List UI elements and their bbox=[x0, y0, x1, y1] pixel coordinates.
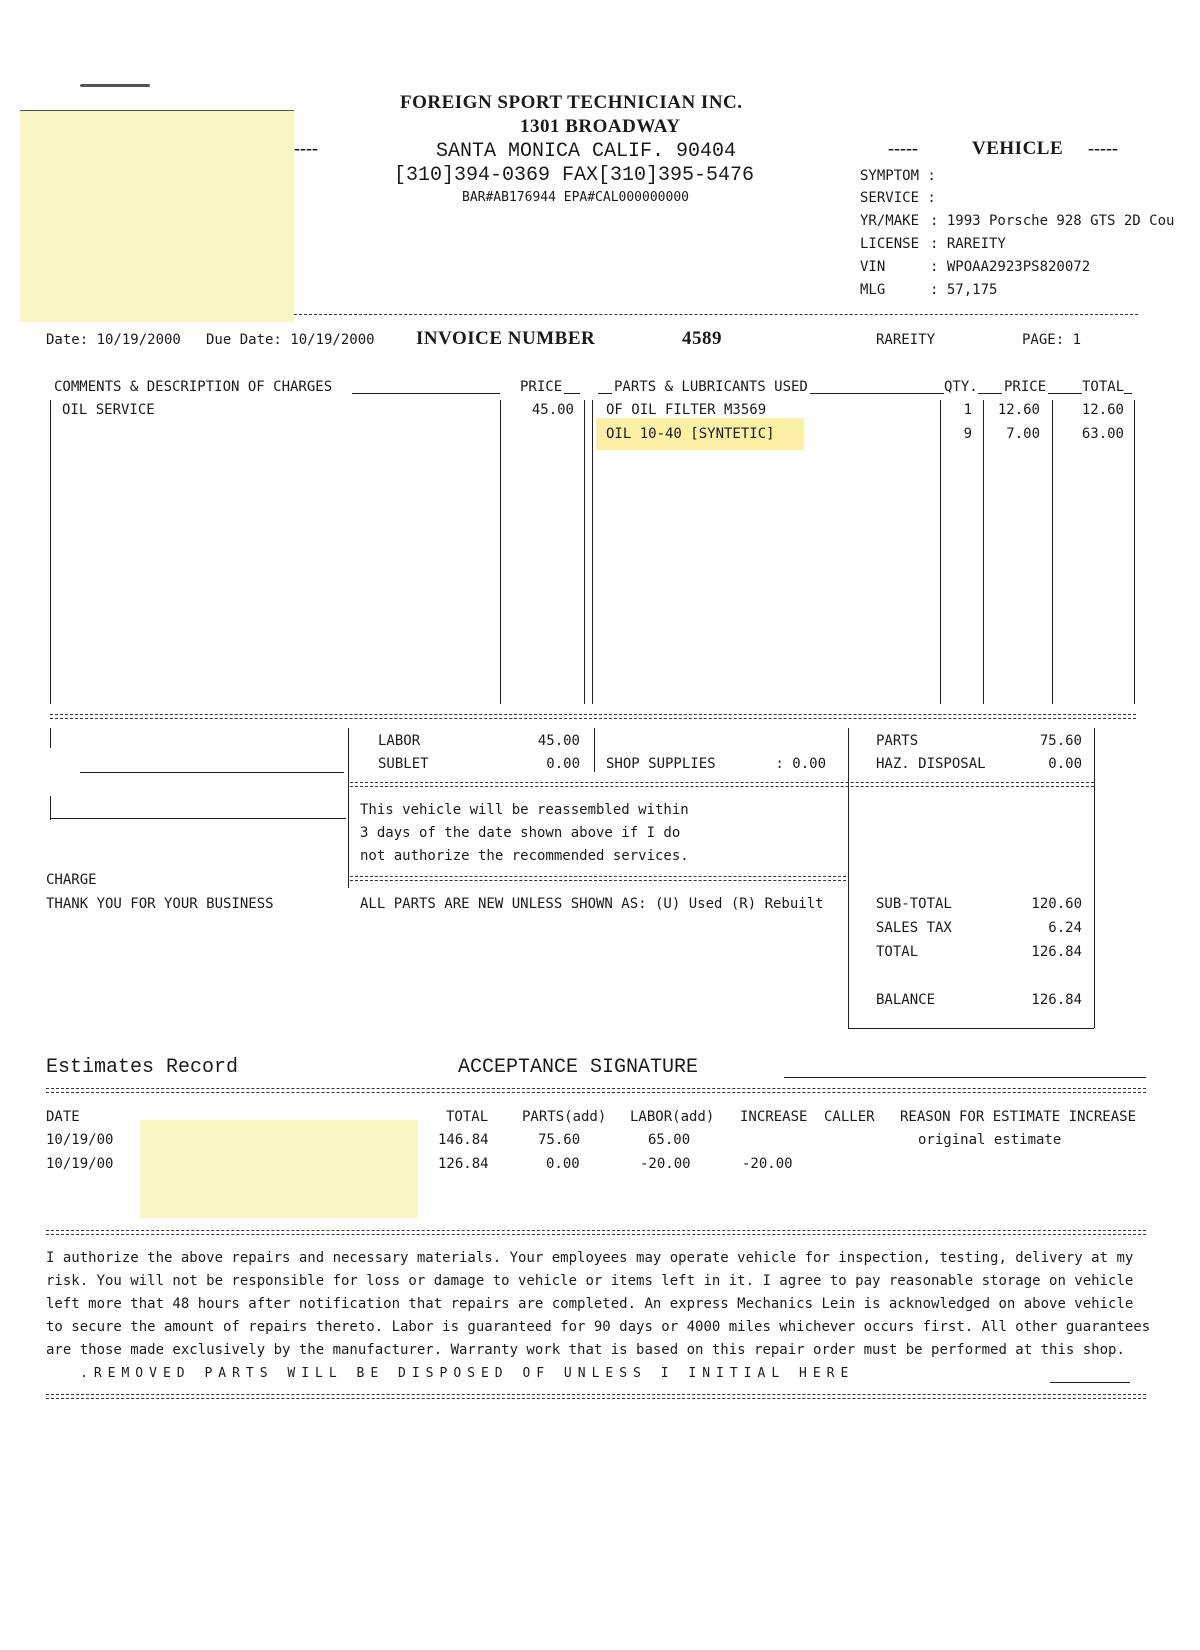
acceptance-sign-line bbox=[784, 1077, 1146, 1078]
est-row-2-date: 10/19/00 bbox=[46, 1156, 114, 1172]
part-name-1: OF OIL FILTER M3569 bbox=[606, 402, 767, 418]
service-label: SERVICE : bbox=[860, 190, 936, 206]
est-row-2-labor: -20.00 bbox=[640, 1156, 691, 1172]
tax-label: SALES TAX bbox=[876, 920, 952, 936]
labor-label: LABOR bbox=[378, 733, 421, 749]
invoice-number: 4589 bbox=[682, 328, 722, 349]
auth-line-4: to secure the amount of repairs thereto. Labor is guaranteed for 90 days or 4000 miles whichever occurs first. All other guarantees bbox=[46, 1319, 1151, 1335]
notice-line-2: 3 days of the date shown above if I do bbox=[360, 825, 681, 841]
shop-city: SANTA MONICA CALIF. 90404 bbox=[436, 140, 737, 163]
totals-mid-right bbox=[848, 728, 849, 1028]
sign-line-1 bbox=[80, 772, 344, 773]
vehicle-heading-dashes-left: ----- bbox=[888, 138, 918, 158]
license-label: LICENSE bbox=[860, 236, 920, 252]
part-total-1: 12.60 bbox=[1081, 402, 1124, 418]
totals-right bbox=[1094, 728, 1095, 1028]
est-labor-header: LABOR(add) bbox=[630, 1109, 715, 1125]
haz-value: 0.00 bbox=[1048, 756, 1082, 772]
totals-mid-left bbox=[348, 728, 349, 888]
est-parts-header: PARTS(add) bbox=[522, 1109, 607, 1125]
est-row-2-increase: -20.00 bbox=[742, 1156, 793, 1172]
service-price: 45.00 bbox=[531, 402, 574, 418]
mlg-label: MLG bbox=[860, 282, 886, 298]
sublet-label: SUBLET bbox=[378, 756, 429, 772]
header-left-dashes: ---- bbox=[294, 138, 318, 158]
redaction-note-top-line bbox=[20, 110, 294, 111]
shop-name: FOREIGN SPORT TECHNICIAN INC. bbox=[400, 92, 743, 113]
charges-bottom-divider bbox=[50, 714, 1136, 719]
labor-value: 45.00 bbox=[537, 733, 580, 749]
part-qty-2: 9 bbox=[963, 426, 972, 442]
header-divider bbox=[294, 314, 1138, 315]
notice-line-3: not authorize the recommended services. bbox=[360, 848, 689, 864]
labor-sep bbox=[594, 728, 595, 772]
shop-supplies-label: SHOP SUPPLIES bbox=[606, 756, 716, 772]
staple-mark bbox=[80, 84, 150, 87]
total-header: TOTAL bbox=[1082, 379, 1125, 395]
make-value: : 1993 Porsche 928 GTS 2D Cou bbox=[930, 213, 1175, 229]
part-total-2: 63.00 bbox=[1081, 426, 1124, 442]
shop-street: 1301 BROADWAY bbox=[520, 116, 681, 137]
parts-header-lead bbox=[598, 393, 612, 394]
subtotal-label: SUB-TOTAL bbox=[876, 896, 952, 912]
balance-underline bbox=[848, 1028, 1094, 1029]
invoice-date: Date: 10/19/2000 bbox=[46, 332, 181, 348]
est-row-2-total: 126.84 bbox=[438, 1156, 489, 1172]
symptom-label: SYMPTOM : bbox=[860, 168, 936, 184]
est-row-1-total: 146.84 bbox=[438, 1132, 489, 1148]
auth-line-2: risk. You will not be responsible for loss or damage to vehicle or items left in it. I agree to pay reasonable storage on vehicle bbox=[46, 1273, 1134, 1289]
auth-divider-bottom bbox=[46, 1394, 1146, 1399]
charge-label: CHARGE bbox=[46, 872, 97, 888]
invoice-due-date: Due Date: 10/19/2000 bbox=[206, 332, 375, 348]
est-row-2-parts: 0.00 bbox=[546, 1156, 580, 1172]
charges-col-right bbox=[1134, 400, 1135, 704]
totals-left-line-b bbox=[50, 796, 51, 820]
est-row-1-reason: original estimate bbox=[918, 1132, 1062, 1148]
total-value: 126.84 bbox=[1031, 944, 1082, 960]
shop-ids: BAR#AB176944 EPA#CAL000000000 bbox=[462, 190, 689, 205]
notice-line-1: This vehicle will be reassembled within bbox=[360, 802, 689, 818]
vehicle-heading: VEHICLE bbox=[972, 138, 1064, 159]
parts-total-label: PARTS bbox=[876, 733, 919, 749]
part-price-2: 7.00 bbox=[1006, 426, 1040, 442]
qty-header-underline bbox=[978, 393, 1002, 394]
disposal-notice: .REMOVED PARTS WILL BE DISPOSED OF UNLESS I INITIAL HERE bbox=[80, 1366, 855, 1381]
price-header: PRICE bbox=[520, 379, 563, 395]
sign-line-2 bbox=[50, 818, 346, 819]
est-row-1-labor: 65.00 bbox=[648, 1132, 691, 1148]
totals-divider-1 bbox=[350, 782, 1094, 787]
charges-col-price-right-a bbox=[584, 400, 585, 704]
parts-header-underline bbox=[810, 393, 944, 394]
auth-line-3: left more that 48 hours after notification that repairs are completed. An express Mechanics Lein is acknowledged on above vehicle bbox=[46, 1296, 1134, 1312]
auth-line-5: are those made exclusively by the manufacturer. Warranty work that is based on this repair order must be performed at this shop. bbox=[46, 1342, 1125, 1358]
charges-col-price-right-b bbox=[592, 400, 593, 704]
charges-col-left bbox=[50, 400, 51, 704]
haz-label: HAZ. DISPOSAL bbox=[876, 756, 986, 772]
shop-supplies-value: : 0.00 bbox=[775, 756, 826, 772]
desc-header: COMMENTS & DESCRIPTION OF CHARGES bbox=[54, 379, 333, 395]
tax-value: 6.24 bbox=[1048, 920, 1082, 936]
unit-price-header-underline bbox=[1048, 393, 1082, 394]
price-header-underline bbox=[564, 393, 580, 394]
shop-phone: [310]394-0369 FAX[310]395-5476 bbox=[394, 164, 755, 187]
qty-header: QTY. bbox=[944, 379, 978, 395]
desc-header-underline bbox=[352, 393, 500, 394]
thanks-message: THANK YOU FOR YOUR BUSINESS bbox=[46, 896, 274, 912]
estimates-title: Estimates Record bbox=[46, 1056, 239, 1079]
est-caller-header: CALLER bbox=[824, 1109, 875, 1125]
parts-total-value: 75.60 bbox=[1039, 733, 1082, 749]
vin-label: VIN bbox=[860, 259, 886, 275]
vehicle-heading-dashes-right: ----- bbox=[1088, 138, 1118, 158]
est-increase-header: INCREASE bbox=[740, 1109, 808, 1125]
parts-note: ALL PARTS ARE NEW UNLESS SHOWN AS: (U) Used (R) Rebuilt bbox=[360, 896, 824, 912]
total-label: TOTAL bbox=[876, 944, 919, 960]
part-price-1: 12.60 bbox=[997, 402, 1040, 418]
part-qty-1: 1 bbox=[963, 402, 972, 418]
est-row-1-date: 10/19/00 bbox=[46, 1132, 114, 1148]
sublet-value: 0.00 bbox=[546, 756, 580, 772]
license-value: : RAREITY bbox=[930, 236, 1006, 252]
acceptance-label: ACCEPTANCE SIGNATURE bbox=[458, 1056, 699, 1079]
charges-col-price-right bbox=[1052, 400, 1053, 704]
est-total-header: TOTAL bbox=[446, 1109, 489, 1125]
estimates-divider bbox=[46, 1088, 1146, 1093]
est-reason-header: REASON FOR ESTIMATE INCREASE bbox=[900, 1109, 1137, 1125]
total-header-underline bbox=[1124, 393, 1132, 394]
parts-header: PARTS & LUBRICANTS USED bbox=[614, 379, 808, 395]
totals-divider-2 bbox=[350, 876, 846, 881]
auth-line-1: I authorize the above repairs and necessary materials. Your employees may operate vehicle for inspection, testing, delivery at my bbox=[46, 1250, 1134, 1266]
est-date-header: DATE bbox=[46, 1109, 80, 1125]
est-row-1-parts: 75.60 bbox=[538, 1132, 581, 1148]
balance-value: 126.84 bbox=[1031, 992, 1082, 1008]
auth-divider-top bbox=[46, 1230, 1146, 1235]
invoice-number-label: INVOICE NUMBER bbox=[416, 328, 596, 349]
charges-col-qty-left bbox=[940, 400, 941, 704]
subtotal-value: 120.60 bbox=[1031, 896, 1082, 912]
unit-price-header: PRICE bbox=[1004, 379, 1047, 395]
service-desc: OIL SERVICE bbox=[62, 402, 155, 418]
charges-col-desc-right bbox=[500, 400, 501, 704]
invoice-customer: RAREITY bbox=[876, 332, 936, 348]
redaction-note-customer bbox=[20, 110, 294, 322]
redaction-note-estimates bbox=[140, 1120, 418, 1218]
invoice-page: PAGE: 1 bbox=[1022, 332, 1082, 348]
charges-col-qty-right bbox=[983, 400, 984, 704]
totals-left-line-a bbox=[50, 728, 51, 748]
mlg-value: : 57,175 bbox=[930, 282, 998, 298]
part-name-2: OIL 10-40 [SYNTETIC] bbox=[606, 426, 775, 442]
vin-value: : WPOAA2923PS820072 bbox=[930, 259, 1091, 275]
initial-line bbox=[1050, 1382, 1130, 1383]
make-label: YR/MAKE bbox=[860, 213, 920, 229]
balance-label: BALANCE bbox=[876, 992, 936, 1008]
